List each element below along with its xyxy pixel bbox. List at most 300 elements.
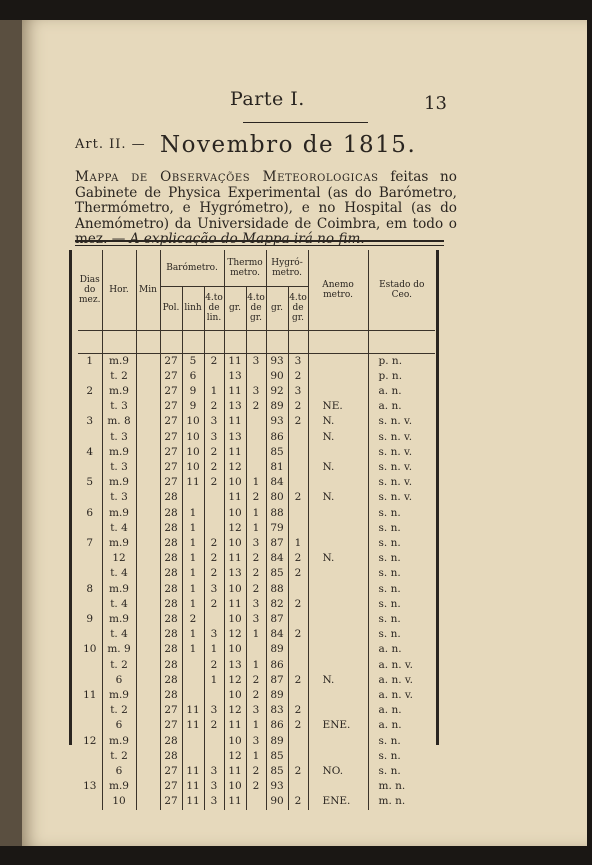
hygro-frac-cell: 2 (288, 597, 308, 612)
min-cell (136, 566, 160, 581)
hygro-frac-cell: 2 (288, 764, 308, 779)
day-cell (78, 658, 102, 673)
day-cell: 11 (78, 688, 102, 703)
pol-cell: 28 (160, 658, 182, 673)
therm-gr-cell: 10 (224, 688, 246, 703)
frac-lin-cell: 2 (204, 445, 224, 460)
linh-cell: 1 (182, 551, 204, 566)
state-cell: s. n. v. (378, 491, 413, 504)
hygro-frac-cell (288, 430, 308, 445)
state-cell: s. n. (378, 628, 401, 641)
anemometer-cell (308, 703, 368, 718)
pol-cell: 27 (160, 353, 182, 369)
therm-gr-cell: 11 (224, 764, 246, 779)
day-cell (78, 627, 102, 642)
state-cell: a. n. v. (378, 658, 413, 671)
therm-frac-cell: 3 (246, 597, 266, 612)
frac-lin-cell (204, 506, 224, 521)
table-row (78, 734, 435, 749)
frac-lin-cell (204, 734, 224, 749)
min-cell (136, 506, 160, 521)
state-cell: s. n. v. (378, 430, 413, 443)
table-row (78, 658, 435, 673)
frac-lin-cell (204, 490, 224, 505)
hygro-frac-cell: 2 (288, 718, 308, 733)
therm-gr-cell: 11 (224, 353, 246, 369)
hour-cell: t. 3 (102, 490, 136, 505)
header-days: Dias do mez. (78, 250, 102, 330)
pol-cell: 27 (160, 794, 182, 809)
caption-body: feitas no Gabinete de Physica Experimental (as do Barómetro, Thermómetro, e Hygrómetro), e no Hospital (as do Anemómetro) da Universidade de Coimbra, em todo o mez. — (75, 169, 457, 248)
frac-lin-cell (204, 749, 224, 764)
hygro-frac-cell (288, 734, 308, 749)
linh-cell: 1 (182, 582, 204, 597)
day-cell (78, 794, 102, 809)
min-cell (136, 490, 160, 505)
anemometer-cell (308, 688, 368, 703)
anemometer-cell (308, 658, 368, 673)
frac-lin-cell: 2 (204, 460, 224, 475)
hour-cell: t. 3 (102, 399, 136, 414)
therm-gr-cell: 13 (224, 399, 246, 414)
state-cell: s. n. v. (378, 415, 413, 428)
hygro-gr-cell: 85 (266, 749, 288, 764)
hygro-frac-cell (288, 582, 308, 597)
day-cell (78, 749, 102, 764)
linh-cell: 9 (182, 399, 204, 414)
frac-lin-cell: 2 (204, 551, 224, 566)
day-cell (78, 703, 102, 718)
anemometer-cell: ENE. (308, 718, 368, 733)
hygro-frac-cell (288, 642, 308, 657)
linh-cell: 11 (182, 794, 204, 809)
hour-cell: t. 4 (102, 627, 136, 642)
frac-lin-cell: 3 (204, 779, 224, 794)
frac-lin-cell: 3 (204, 764, 224, 779)
linh-cell (182, 688, 204, 703)
therm-gr-cell: 11 (224, 490, 246, 505)
anemometer-cell: N. (308, 490, 368, 505)
hygro-frac-cell: 2 (288, 794, 308, 809)
pol-cell: 28 (160, 734, 182, 749)
hour-cell: t. 4 (102, 566, 136, 581)
therm-gr-cell: 11 (224, 718, 246, 733)
therm-frac-cell: 3 (246, 536, 266, 551)
anemometer-cell (308, 536, 368, 551)
state-cell: s. n. (378, 612, 401, 625)
day-cell: 7 (78, 536, 102, 551)
day-cell (78, 460, 102, 475)
pol-cell: 28 (160, 749, 182, 764)
min-cell (136, 718, 160, 733)
min-cell (136, 794, 160, 809)
therm-frac-cell: 3 (246, 612, 266, 627)
hygro-gr-cell: 88 (266, 582, 288, 597)
pol-cell: 27 (160, 475, 182, 490)
caption-italic: A explicação do Mappa irá no fim. (129, 231, 365, 248)
hour-cell: m.9 (102, 536, 136, 551)
frac-lin-cell: 2 (204, 475, 224, 490)
hygro-frac-cell (288, 688, 308, 703)
therm-frac-cell: 2 (246, 399, 266, 414)
header-spacer-row (78, 330, 435, 353)
table-row (78, 597, 435, 612)
day-cell: 10 (78, 642, 102, 657)
state-cell: a. n. (378, 400, 402, 413)
hour-cell: m.9 (102, 582, 136, 597)
table-row (78, 506, 435, 521)
day-cell: 13 (78, 779, 102, 794)
observations-table (78, 250, 435, 810)
frac-lin-cell: 2 (204, 597, 224, 612)
linh-cell: 1 (182, 536, 204, 551)
header-min: Min (136, 250, 160, 330)
therm-gr-cell: 12 (224, 627, 246, 642)
hygro-gr-cell: 90 (266, 794, 288, 809)
page-number: 13 (424, 93, 447, 114)
pol-cell: 27 (160, 460, 182, 475)
table-row (78, 369, 435, 384)
therm-gr-cell: 11 (224, 384, 246, 399)
pol-cell: 27 (160, 430, 182, 445)
therm-gr-cell: 12 (224, 521, 246, 536)
table-row (78, 627, 435, 642)
therm-gr-cell: 12 (224, 749, 246, 764)
header-anemometer: Anemo metro. (308, 250, 368, 330)
day-cell (78, 430, 102, 445)
pol-cell: 28 (160, 566, 182, 581)
anemometer-cell (308, 506, 368, 521)
hour-cell: m.9 (102, 612, 136, 627)
hygro-gr-cell: 85 (266, 566, 288, 581)
hour-cell: 10 (102, 794, 136, 809)
hygro-gr-cell: 84 (266, 551, 288, 566)
hygro-gr-cell: 85 (266, 764, 288, 779)
frac-lin-cell: 1 (204, 673, 224, 688)
frac-lin-cell (204, 521, 224, 536)
day-cell (78, 673, 102, 688)
hour-cell: t. 2 (102, 369, 136, 384)
anemometer-cell (308, 521, 368, 536)
therm-frac-cell (246, 430, 266, 445)
frac-lin-cell: 2 (204, 658, 224, 673)
min-cell (136, 612, 160, 627)
therm-gr-cell: 10 (224, 642, 246, 657)
linh-cell: 11 (182, 764, 204, 779)
day-cell (78, 399, 102, 414)
therm-gr-cell: 10 (224, 734, 246, 749)
header-barometer: Barómetro. (160, 250, 224, 286)
header-hygro-frac: 4.to de gr. (288, 286, 308, 330)
therm-gr-cell: 13 (224, 369, 246, 384)
therm-frac-cell (246, 460, 266, 475)
min-cell (136, 673, 160, 688)
state-cell: s. n. v. (378, 476, 413, 489)
linh-cell: 11 (182, 475, 204, 490)
min-cell (136, 399, 160, 414)
day-cell (78, 490, 102, 505)
hygro-gr-cell: 87 (266, 612, 288, 627)
header-frac-lin: 4.to de lin. (204, 286, 224, 330)
hour-cell: m. 9 (102, 642, 136, 657)
therm-frac-cell: 1 (246, 658, 266, 673)
therm-gr-cell: 10 (224, 582, 246, 597)
therm-gr-cell: 11 (224, 414, 246, 429)
state-cell: p. n. (378, 369, 403, 382)
hygro-frac-cell: 2 (288, 414, 308, 429)
hour-cell: m. 8 (102, 414, 136, 429)
linh-cell: 2 (182, 612, 204, 627)
hour-cell: m.9 (102, 384, 136, 399)
min-cell (136, 369, 160, 384)
day-cell (78, 521, 102, 536)
anemometer-cell (308, 734, 368, 749)
state-cell: a. n. v. (378, 673, 413, 686)
therm-gr-cell: 11 (224, 794, 246, 809)
frac-lin-cell: 3 (204, 703, 224, 718)
anemometer-cell (308, 384, 368, 399)
hygro-frac-cell: 2 (288, 703, 308, 718)
hour-cell: 6 (102, 718, 136, 733)
hygro-gr-cell: 84 (266, 627, 288, 642)
min-cell (136, 703, 160, 718)
min-cell (136, 779, 160, 794)
linh-cell (182, 749, 204, 764)
therm-frac-cell: 1 (246, 521, 266, 536)
min-cell (136, 642, 160, 657)
article-label: Art. II. — (75, 137, 146, 152)
hygro-gr-cell: 89 (266, 688, 288, 703)
table-row (78, 688, 435, 703)
frac-lin-cell: 2 (204, 399, 224, 414)
frac-lin-cell: 2 (204, 353, 224, 369)
table-row (78, 703, 435, 718)
table-row (78, 566, 435, 581)
min-cell (136, 384, 160, 399)
hygro-frac-cell (288, 612, 308, 627)
therm-frac-cell: 3 (246, 384, 266, 399)
day-cell: 1 (78, 353, 102, 369)
pol-cell: 28 (160, 597, 182, 612)
hygro-gr-cell: 80 (266, 490, 288, 505)
anemometer-cell: NE. (308, 399, 368, 414)
state-cell: a. n. (378, 643, 402, 656)
anemometer-cell (308, 597, 368, 612)
table-row (78, 718, 435, 733)
linh-cell: 10 (182, 414, 204, 429)
min-cell (136, 521, 160, 536)
header-state: Estado do Ceo. (368, 250, 435, 330)
day-cell: 8 (78, 582, 102, 597)
linh-cell: 5 (182, 353, 204, 369)
min-cell (136, 658, 160, 673)
therm-frac-cell (246, 414, 266, 429)
therm-gr-cell: 11 (224, 597, 246, 612)
header-pol: Pol. (160, 286, 182, 330)
hygro-gr-cell: 82 (266, 597, 288, 612)
table-row (78, 582, 435, 597)
hour-cell: t. 3 (102, 430, 136, 445)
pol-cell: 27 (160, 445, 182, 460)
min-cell (136, 627, 160, 642)
table-row (78, 445, 435, 460)
hygro-gr-cell: 84 (266, 475, 288, 490)
therm-frac-cell (246, 642, 266, 657)
table-left-border (69, 250, 72, 745)
anemometer-cell (308, 475, 368, 490)
frac-lin-cell: 3 (204, 430, 224, 445)
state-cell: p. n. (378, 354, 403, 367)
table-header (78, 250, 435, 330)
frac-lin-cell: 3 (204, 414, 224, 429)
therm-gr-cell: 13 (224, 658, 246, 673)
min-cell (136, 460, 160, 475)
hygro-frac-cell: 2 (288, 673, 308, 688)
hygro-frac-cell: 2 (288, 490, 308, 505)
table-row (78, 460, 435, 475)
hour-cell: t. 4 (102, 597, 136, 612)
therm-frac-cell: 1 (246, 627, 266, 642)
linh-cell: 1 (182, 597, 204, 612)
state-cell: s. n. (378, 552, 401, 565)
hygro-frac-cell: 3 (288, 384, 308, 399)
table-right-border (436, 250, 439, 745)
hygro-gr-cell: 86 (266, 430, 288, 445)
state-cell: m. n. (378, 795, 406, 808)
hygro-frac-cell: 1 (288, 536, 308, 551)
therm-frac-cell (246, 445, 266, 460)
therm-frac-cell (246, 794, 266, 809)
hour-cell: 6 (102, 673, 136, 688)
state-cell: s. n. (378, 521, 401, 534)
linh-cell (182, 490, 204, 505)
pol-cell: 28 (160, 536, 182, 551)
min-cell (136, 430, 160, 445)
linh-cell: 1 (182, 642, 204, 657)
linh-cell (182, 734, 204, 749)
therm-gr-cell: 10 (224, 536, 246, 551)
therm-frac-cell: 3 (246, 703, 266, 718)
state-cell: a. n. (378, 719, 402, 732)
day-cell: 12 (78, 734, 102, 749)
table-row (78, 353, 435, 369)
frac-lin-cell (204, 612, 224, 627)
hour-cell: m.9 (102, 734, 136, 749)
hygro-gr-cell: 90 (266, 369, 288, 384)
hygro-frac-cell (288, 658, 308, 673)
linh-cell: 1 (182, 506, 204, 521)
linh-cell: 6 (182, 369, 204, 384)
table-row (78, 475, 435, 490)
linh-cell: 1 (182, 521, 204, 536)
table-row (78, 490, 435, 505)
hour-cell: m.9 (102, 688, 136, 703)
day-cell (78, 597, 102, 612)
min-cell (136, 445, 160, 460)
frac-lin-cell: 1 (204, 642, 224, 657)
hygro-gr-cell: 88 (266, 506, 288, 521)
anemometer-cell (308, 779, 368, 794)
hygro-gr-cell: 93 (266, 779, 288, 794)
pol-cell: 27 (160, 703, 182, 718)
day-cell (78, 764, 102, 779)
therm-gr-cell: 11 (224, 445, 246, 460)
anemometer-cell (308, 369, 368, 384)
table-row (78, 749, 435, 764)
min-cell (136, 734, 160, 749)
pol-cell: 27 (160, 369, 182, 384)
header-hygro-gr: gr. (266, 286, 288, 330)
therm-gr-cell: 10 (224, 506, 246, 521)
hygro-frac-cell (288, 749, 308, 764)
anemometer-cell: N. (308, 551, 368, 566)
anemometer-cell (308, 612, 368, 627)
min-cell (136, 582, 160, 597)
hygro-frac-cell: 2 (288, 627, 308, 642)
hour-cell: t. 2 (102, 658, 136, 673)
frac-lin-cell: 2 (204, 718, 224, 733)
hour-cell: t. 3 (102, 460, 136, 475)
state-cell: s. n. (378, 734, 401, 747)
pol-cell: 28 (160, 673, 182, 688)
hygro-gr-cell: 89 (266, 734, 288, 749)
header-therm-frac: 4.to de gr. (246, 286, 266, 330)
hygro-gr-cell: 81 (266, 460, 288, 475)
anemometer-cell (308, 627, 368, 642)
table-top-rule-thin (75, 245, 444, 246)
pol-cell: 27 (160, 718, 182, 733)
anemometer-cell (308, 566, 368, 581)
therm-frac-cell: 3 (246, 353, 266, 369)
therm-frac-cell: 2 (246, 688, 266, 703)
frac-lin-cell (204, 688, 224, 703)
state-cell: s. n. (378, 567, 401, 580)
hour-cell: m.9 (102, 506, 136, 521)
pol-cell: 27 (160, 399, 182, 414)
min-cell (136, 414, 160, 429)
therm-frac-cell: 2 (246, 779, 266, 794)
table-row (78, 430, 435, 445)
anemometer-cell (308, 642, 368, 657)
hygro-frac-cell (288, 475, 308, 490)
therm-frac-cell: 1 (246, 718, 266, 733)
table-row (78, 764, 435, 779)
min-cell (136, 749, 160, 764)
therm-frac-cell: 1 (246, 506, 266, 521)
table-caption (75, 170, 457, 248)
frac-lin-cell: 3 (204, 627, 224, 642)
frac-lin-cell: 2 (204, 536, 224, 551)
therm-gr-cell: 13 (224, 430, 246, 445)
hour-cell: m.9 (102, 445, 136, 460)
pol-cell: 28 (160, 490, 182, 505)
hour-cell: t. 2 (102, 749, 136, 764)
anemometer-cell: N. (308, 414, 368, 429)
header-linh: linh (182, 286, 204, 330)
linh-cell: 10 (182, 445, 204, 460)
day-cell (78, 718, 102, 733)
min-cell (136, 688, 160, 703)
header-hour: Hor. (102, 250, 136, 330)
table-row (78, 673, 435, 688)
state-cell: s. n. (378, 582, 401, 595)
therm-frac-cell: 3 (246, 734, 266, 749)
hygro-gr-cell: 86 (266, 658, 288, 673)
state-cell: m. n. (378, 780, 406, 793)
pol-cell: 28 (160, 688, 182, 703)
table-row (78, 779, 435, 794)
frac-lin-cell: 1 (204, 384, 224, 399)
